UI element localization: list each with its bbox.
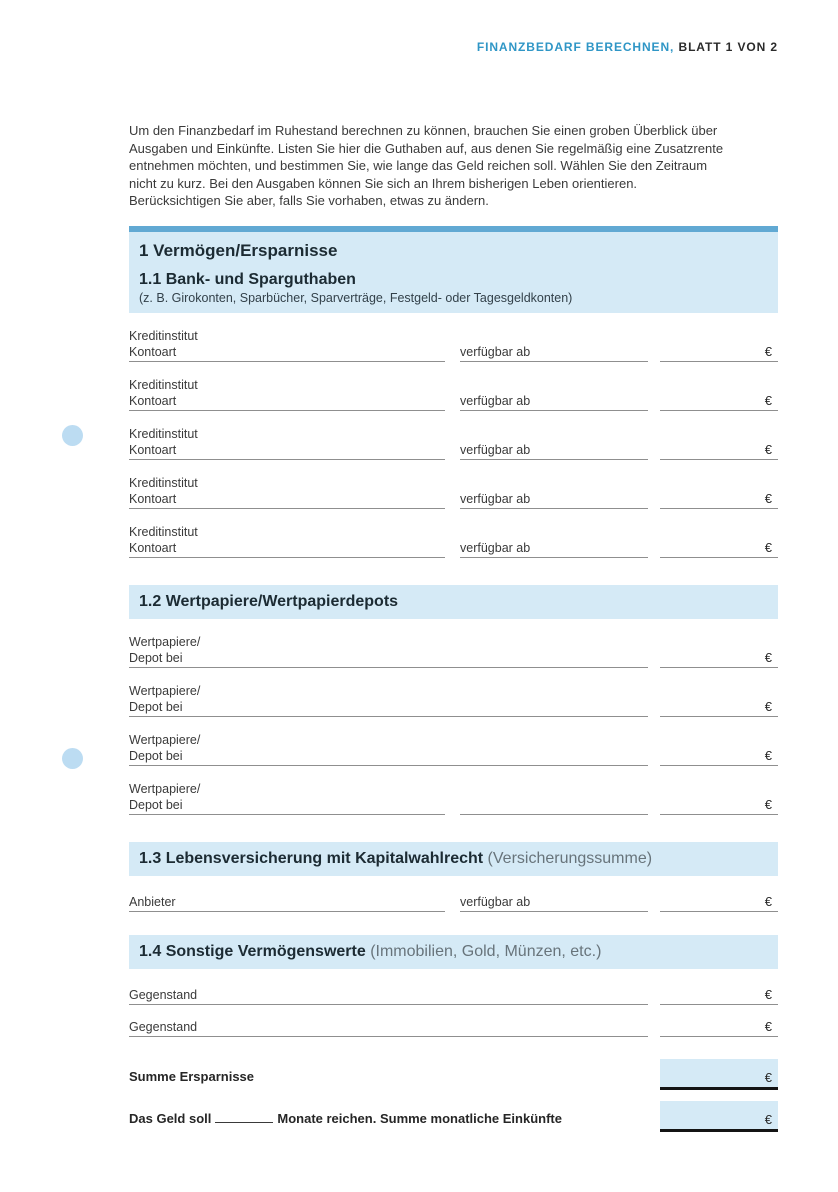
section-1-3-note: (Versicherungssumme) (483, 849, 653, 867)
section-1-2-rows (129, 635, 778, 815)
amount-field[interactable] (660, 1019, 778, 1037)
sum-savings-field[interactable] (660, 1059, 778, 1090)
kontoart-field[interactable]: Kontoart (129, 443, 445, 460)
kreditinstitut-label: Kreditinstitut (129, 475, 198, 490)
depot-row (129, 733, 778, 766)
depot-row (129, 635, 778, 668)
monthly-income-field[interactable] (660, 1101, 778, 1132)
section-band-1 (129, 226, 778, 313)
gegenstand-field[interactable]: Gegenstand (129, 988, 648, 1005)
bank-row (129, 476, 778, 509)
duration-suffix: Monate reichen. Summe monatliche Einkünfte (277, 1110, 562, 1126)
section-1-3-title: 1.3 Lebensversicherung mit Kapitalwahlrecht (139, 849, 484, 867)
section-band-1-4 (129, 935, 778, 969)
bank-row (129, 525, 778, 558)
months-blank-field[interactable] (215, 1112, 273, 1123)
kreditinstitut-label: Kreditinstitut (129, 426, 198, 441)
amount-field[interactable] (660, 650, 778, 668)
depot-row (129, 684, 778, 717)
euro-sign: € (764, 1111, 772, 1127)
euro-sign: € (764, 986, 772, 1002)
bank-row (129, 329, 778, 362)
amount-field[interactable] (660, 699, 778, 717)
euro-sign: € (764, 649, 772, 665)
wertpapiere-label: Wertpapiere/ (129, 781, 201, 796)
punch-hole (62, 748, 83, 769)
section-1-4-title: 1.4 Sonstige Vermögenswerte (139, 942, 366, 960)
amount-field[interactable] (660, 393, 778, 411)
euro-sign: € (764, 392, 772, 408)
intro-paragraph: Um den Finanzbedarf im Ruhestand berechnen zu können, brauchen Sie einen groben Überblick über Ausgaben und Einkünfte. Listen Sie hier die Guthaben auf, aus denen Sie regelmäßig eine Zusatzrente entnehmen möchten, und bestimmen Sie, wie lange das Geld reichen soll. Wählen Sie den Zeitraum nicht zu kurz. Bei den Ausgaben können Sie sich an Ihrem bisherigen Leben orientieren. Berücksichtigen Sie aber, falls Sie vorhaben, etwas zu ändern. (129, 123, 724, 209)
verfuegbar-ab-field[interactable]: verfügbar ab (460, 492, 648, 509)
euro-sign: € (764, 796, 772, 812)
asset-row (129, 987, 778, 1005)
amount-field[interactable] (660, 987, 778, 1005)
section-1-title: 1 Vermögen/Ersparnisse (139, 240, 338, 260)
bank-row (129, 427, 778, 460)
amount-field[interactable] (660, 442, 778, 460)
sum-savings-row (129, 1059, 778, 1090)
kreditinstitut-label: Kreditinstitut (129, 328, 198, 343)
kontoart-field[interactable]: Kontoart (129, 492, 445, 509)
kontoart-field[interactable]: Kontoart (129, 345, 445, 362)
euro-sign: € (764, 893, 772, 909)
euro-sign: € (764, 441, 772, 457)
depot-bei-field[interactable]: Depot bei (129, 749, 648, 766)
amount-field[interactable] (660, 491, 778, 509)
verfuegbar-ab-field[interactable]: verfügbar ab (460, 443, 648, 460)
section-1-2-title: 1.2 Wertpapiere/Wertpapierdepots (139, 592, 399, 610)
anbieter-field[interactable]: Anbieter (129, 895, 445, 912)
amount-field[interactable] (660, 344, 778, 362)
wertpapiere-label: Wertpapiere/ (129, 634, 201, 649)
euro-sign: € (764, 747, 772, 763)
page-header (129, 40, 778, 54)
duration-income-label (129, 1111, 562, 1132)
kreditinstitut-label: Kreditinstitut (129, 377, 198, 392)
amount-field[interactable] (660, 748, 778, 766)
header-title-accent: FINANZBEDARF BERECHNEN, (476, 40, 675, 54)
verfuegbar-ab-field[interactable]: verfügbar ab (460, 345, 648, 362)
kontoart-field[interactable]: Kontoart (129, 541, 445, 558)
verfuegbar-ab-field[interactable]: verfügbar ab (460, 895, 648, 912)
section-1-1-note: (z. B. Girokonten, Sparbücher, Sparverträge, Festgeld- oder Tagesgeldkonten) (139, 290, 573, 305)
depot-bei-field[interactable]: Depot bei (129, 700, 648, 717)
asset-row (129, 1019, 778, 1037)
kontoart-field[interactable]: Kontoart (129, 394, 445, 411)
wertpapiere-label: Wertpapiere/ (129, 732, 201, 747)
section-1-1-rows (129, 329, 778, 558)
header-title-rest: BLATT 1 VON 2 (674, 40, 778, 54)
amount-field[interactable] (660, 540, 778, 558)
depot-row (129, 782, 778, 815)
section-band-1-3 (129, 842, 778, 876)
punch-hole (62, 425, 83, 446)
insurance-row (129, 894, 778, 912)
amount-field[interactable] (660, 797, 778, 815)
duration-income-row (129, 1101, 778, 1132)
wertpapiere-label: Wertpapiere/ (129, 683, 201, 698)
duration-prefix: Das Geld soll (129, 1110, 212, 1126)
section-band-1-2 (129, 585, 778, 619)
depot-bei-field[interactable]: Depot bei (129, 651, 648, 668)
euro-sign: € (764, 698, 772, 714)
section-1-4-note: (Immobilien, Gold, Münzen, etc.) (365, 942, 602, 960)
depot-bei-field[interactable]: Depot bei (129, 798, 445, 815)
gegenstand-field[interactable]: Gegenstand (129, 1020, 648, 1037)
verfuegbar-ab-field[interactable]: verfügbar ab (460, 541, 648, 558)
euro-sign: € (764, 1018, 772, 1034)
section-1-1-title: 1.1 Bank- und Sparguthaben (139, 270, 356, 288)
euro-sign: € (764, 343, 772, 359)
sum-savings-label: Summe Ersparnisse (129, 1068, 255, 1084)
kreditinstitut-label: Kreditinstitut (129, 524, 198, 539)
euro-sign: € (764, 539, 772, 555)
verfuegbar-ab-field[interactable]: verfügbar ab (460, 394, 648, 411)
euro-sign: € (764, 490, 772, 506)
euro-sign: € (764, 1069, 772, 1085)
amount-field[interactable] (660, 894, 778, 912)
bank-row (129, 378, 778, 411)
extra-field[interactable] (460, 798, 648, 815)
